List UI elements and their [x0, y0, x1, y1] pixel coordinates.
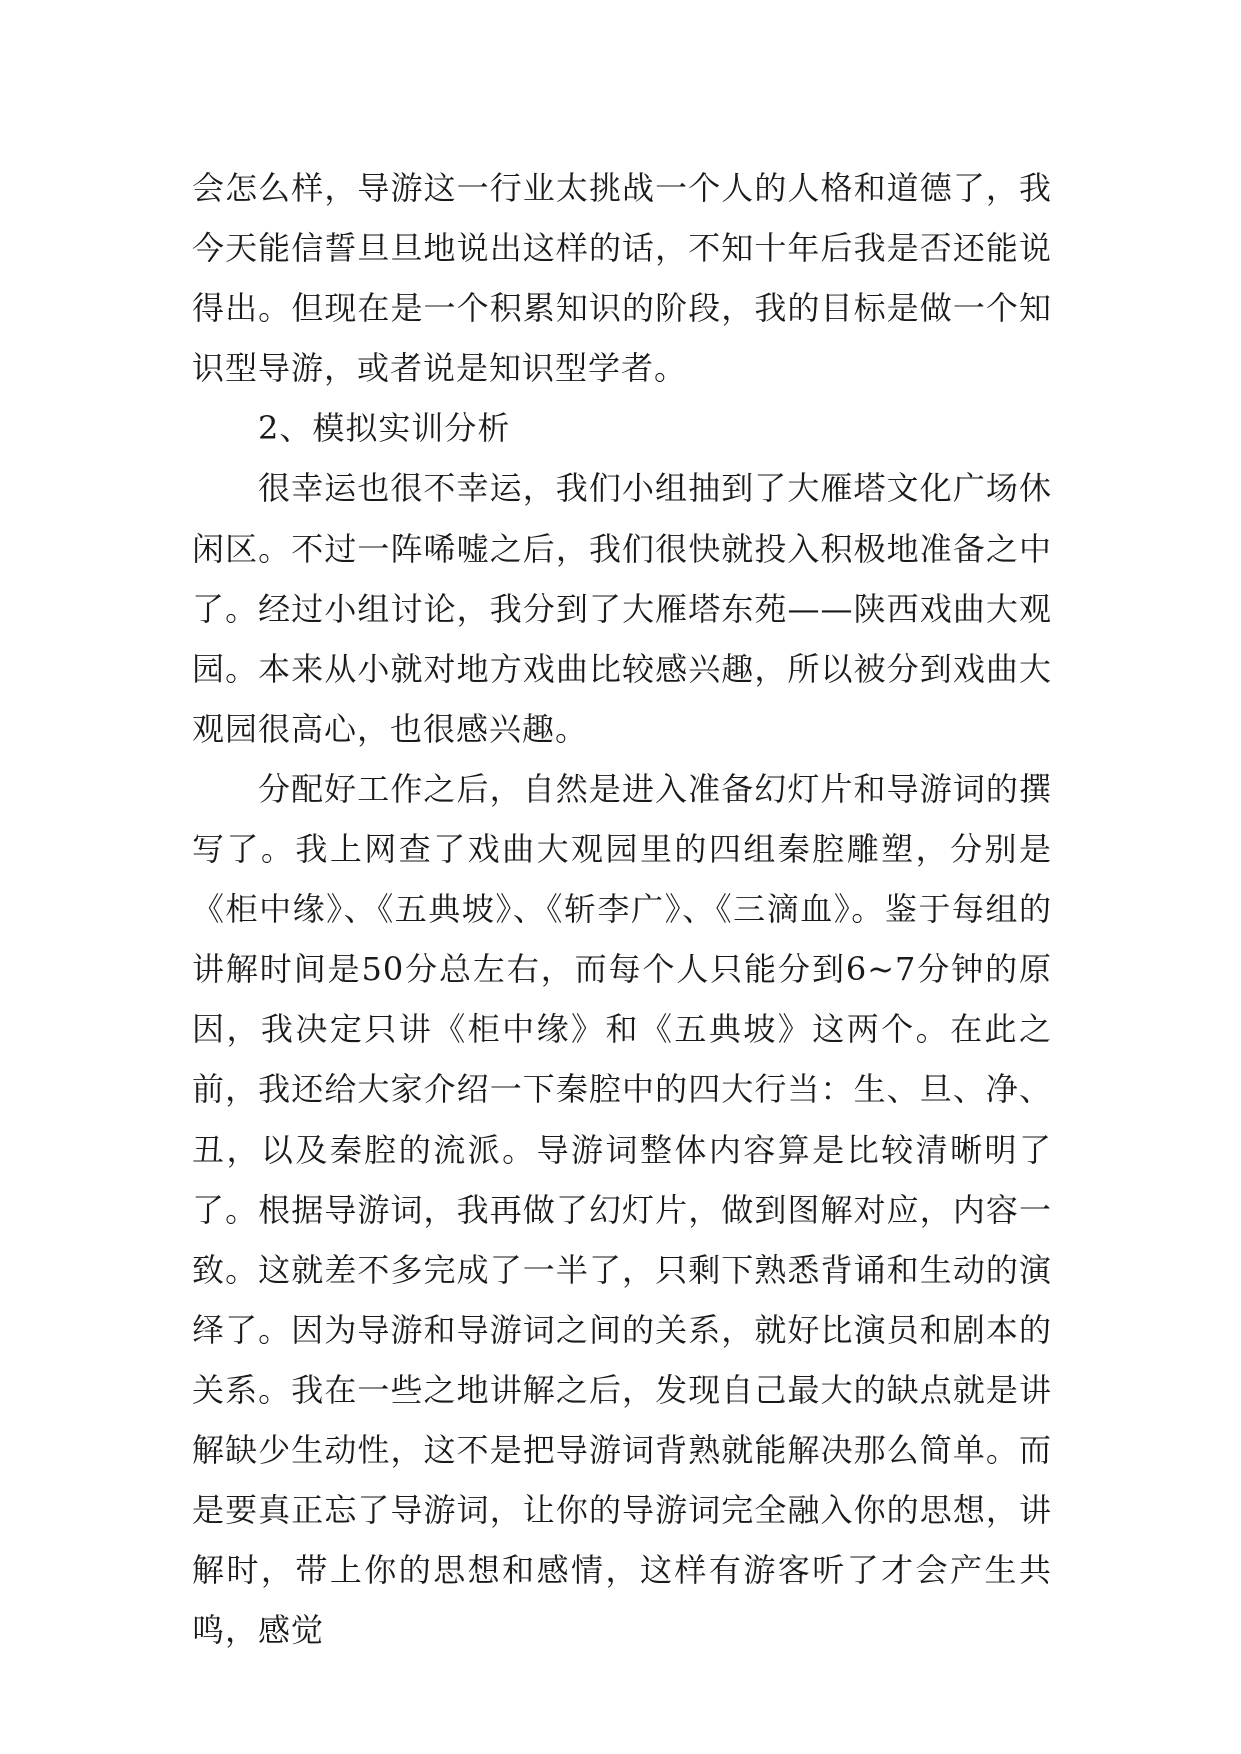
paragraph-3: 分配好工作之后，自然是进入准备幻灯片和导游词的撰写了。我上网查了戏曲大观园里的四组秦腔雕塑，分别是《柜中缘》、《五典坡》、《斩李广》、《三滴血》。鉴于每组的讲解时间是50分总左右，而每个人只能分到6~7分钟的原因，我决定只讲《柜中缘》和《五典坡》这两个。在此之前，我还给大家介绍一下秦腔中的四大行当：生、旦、净、丑，以及秦腔的流派。导游词整体内容算是比较清晰明了了。根据导游词，我再做了幻灯片，做到图解对应，内容一致。这就差不多完成了一半了，只剩下熟悉背诵和生动的演绎了。因为导游和导游词之间的关系，就好比演员和剧本的关系。我在一些之地讲解之后，发现自己最大的缺点就是讲解缺少生动性，这不是把导游词背熟就能解决那么简单。而是要真正忘了导游词，让你的导游词完全融入你的思想，讲解时，带上你的思想和感情，这样有游客听了才会产生共鸣，感觉 — [192, 769, 1052, 1650]
paragraph-1: 会怎么样，导游这一行业太挑战一个人的人格和道德了，我今天能信誓旦旦地说出这样的话，不知十年后我是否还能说得出。但现在是一个积累知识的阶段，我的目标是做一个知识型导游，或者说是知识型学者。 — [192, 169, 1052, 388]
paragraph-2: 很幸运也很不幸运，我们小组抽到了大雁塔文化广场休闲区。不过一阵唏嘘之后，我们很快就投入积极地准备之中了。经过小组讨论，我分到了大雁塔东苑——陕西戏曲大观园。本来从小就对地方戏曲比较感兴趣，所以被分到戏曲大观园很高心，也很感兴趣。 — [192, 469, 1052, 748]
document-body — [192, 158, 1052, 1660]
section-heading: 2、模拟实训分析 — [258, 409, 511, 448]
